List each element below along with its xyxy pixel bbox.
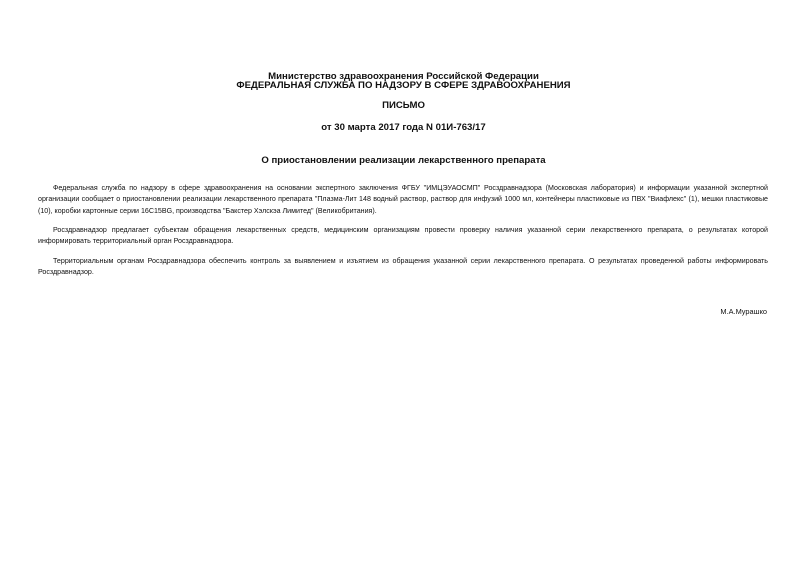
- document-subject: О приостановлении реализации лекарственного препарата: [261, 155, 546, 166]
- paragraph-2: Росздравнадзор предлагает субъектам обращения лекарственных средств, медицинским организациям провести проверку наличия указанной серии лекарственного препарата, о результатах которой информировать территориальный орган Росздравнадзора.: [38, 226, 768, 246]
- signature: М.А.Мурашко: [720, 307, 767, 316]
- paragraph-1-block: [38, 183, 768, 217]
- ministry-name: Министерство здравоохранения Российской Федерации: [268, 71, 539, 82]
- paragraph-3-block: [38, 256, 768, 279]
- document-date-number: от 30 марта 2017 года N 01И-763/17: [321, 122, 486, 133]
- paragraph-2-block: [38, 225, 768, 248]
- paragraph-1: Федеральная служба по надзору в сфере здравоохранения на основании экспертного заключения ФГБУ "ИМЦЭУАОСМП" Росздравнадзора (Московская лаборатория) и информации указанной экспертной организации сообщает о приостановлении реализации лекарственного препарата "Плазма-Лит 148 водный раствор, раствор для инфузий 1000 мл, контейнеры пластиковые из ПВХ "Виафлекс" (1), мешки пластиковые (10), коробки картонные серии 16С15BG, производства "Бакстер Хэлскэа Лимитед" (Великобритания).: [38, 184, 768, 215]
- service-name: ФЕДЕРАЛЬНАЯ СЛУЖБА ПО НАДЗОРУ В СФЕРЕ ЗДРАВООХРАНЕНИЯ: [236, 80, 571, 91]
- document-type: ПИСЬМО: [382, 100, 425, 111]
- paragraph-3: Территориальным органам Росздравнадзора обеспечить контроль за выявлением и изъятием из обращения указанной серии лекарственного препарата. О результатах проведенной работы информировать Росздравнадзор.: [38, 257, 768, 277]
